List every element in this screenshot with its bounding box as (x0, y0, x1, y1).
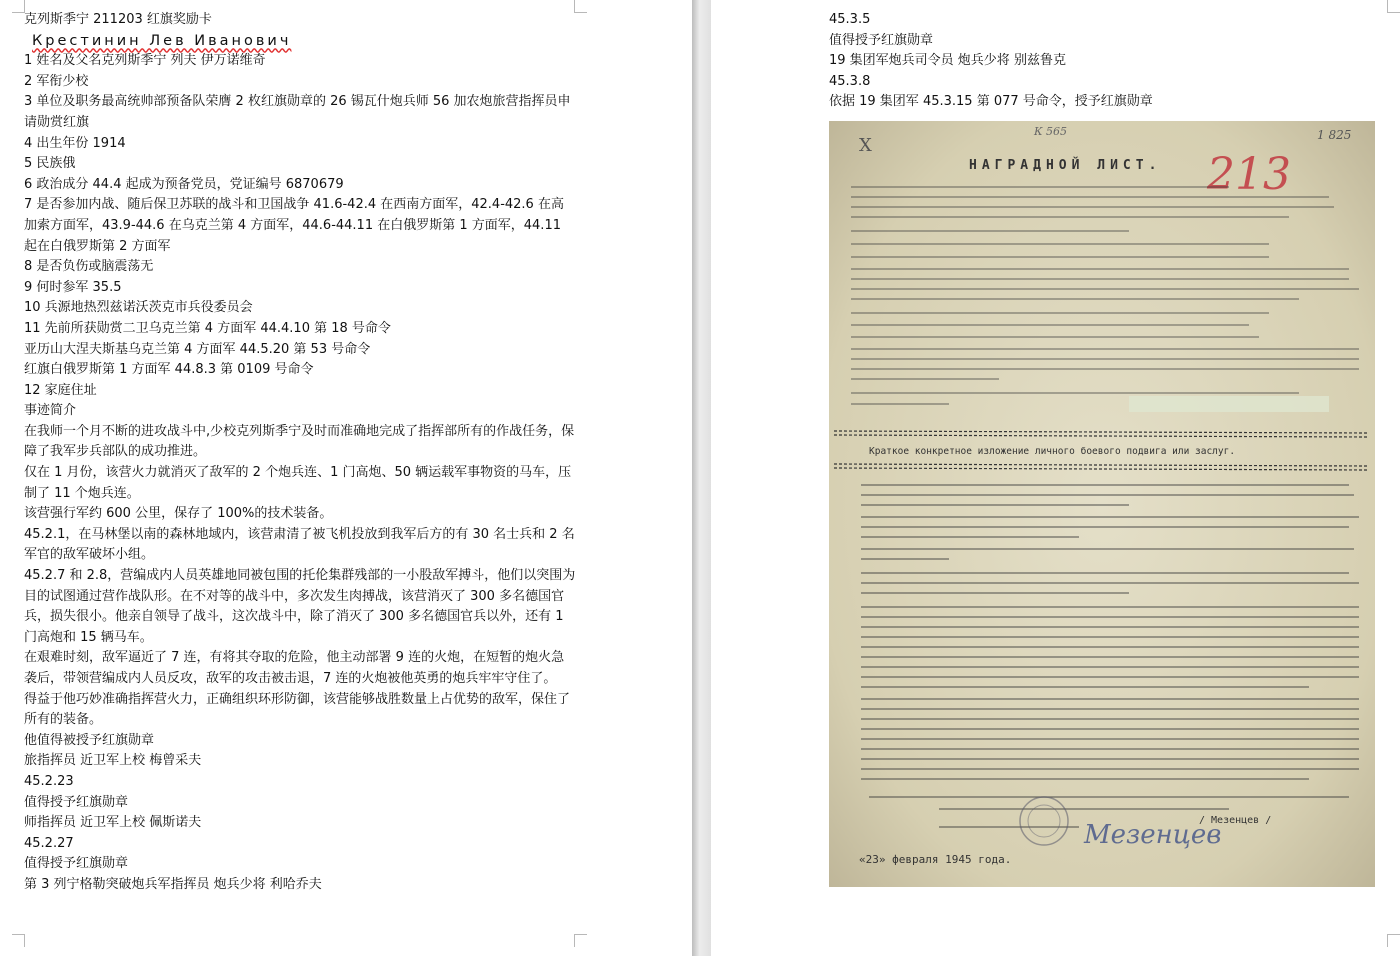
date-line: 45.2.23 (24, 773, 74, 789)
signatory-line: 第 3 列宁格勒突破炮兵军指挥员 炮兵少将 利哈乔夫 (24, 876, 322, 892)
page-gutter (692, 0, 711, 956)
scan-title: НАГРАДНОЙ ЛИСТ. (969, 158, 1162, 173)
scan-corner-note: К 565 (1034, 125, 1068, 138)
document-page-left (0, 0, 692, 956)
recommendation-line: 值得授予红旗勋章 (24, 856, 129, 872)
signatory-line: 旅指挥员 近卫军上校 梅曾采夫 (24, 753, 202, 769)
recommendation-line: 他值得被授予红旗勋章 (24, 732, 155, 748)
summary-paragraph: 在艰难时刻，敌军逼近了 7 连，有将其夺取的危险，他主动部署 9 连的火炮，在短暂的炮火急袭后，带领营编成内人员反攻，敌军的攻击被击退，7 连的火炮被他英勇的炮兵牢牢守住了。 (24, 650, 565, 686)
document-page-right (711, 0, 1400, 956)
summary-paragraph: 该营强行军约 600 公里，保存了 100%的技术装备。 (24, 506, 333, 522)
page-corner-mark (1387, 934, 1400, 947)
signatory-line: 19 集团军炮兵司令员 炮兵少将 别兹鲁克 (829, 53, 1066, 69)
date-line: 45.2.27 (24, 835, 74, 851)
recommendation-line: 值得授予红旗勋章 (24, 794, 129, 810)
field-9-enlisted: 9 何时参军 35.5 (24, 279, 122, 295)
page-corner-mark (12, 934, 25, 947)
field-10-origin: 10 兵源地热烈兹诺沃茨克市兵役委员会 (24, 300, 253, 316)
scan-mark-x: Х (859, 135, 872, 156)
field-7-service: 7 是否参加内战、随后保卫苏联的战斗和卫国战争 41.6-42.4 在西南方面军，42.4-42.6 在高加索方面军，43.9-44.6 在乌克兰第 4 方面军，44.6-44.11 在白俄罗斯第 1 方面军，44.11 起在白俄罗斯第 2 方面军 (24, 197, 564, 254)
award-line: 红旗白俄罗斯第 1 方面军 44.8.3 第 0109 号命令 (24, 362, 314, 378)
scan-corner-number: 1 825 (1317, 128, 1352, 142)
date-line: 45.3.8 (829, 73, 871, 89)
field-8-wounds: 8 是否负伤或脑震荡无 (24, 259, 154, 275)
field-5-ethnicity: 5 民族俄 (24, 156, 76, 172)
field-11-awards: 11 先前所获勋赏二卫乌克兰第 4 方面军 44.4.10 第 18 号命令 (24, 320, 391, 336)
summary-paragraph: 45.2.1，在马林堡以南的森林地域内，该营肃清了被飞机投放到我军后方的有 30 名士兵和 2 名军官的敌军破坏小组。 (24, 526, 575, 563)
summary-heading: 事迹简介 (24, 403, 77, 419)
page-corner-mark (1387, 0, 1400, 13)
summary-paragraph: 仅在 1 月份，该营火力就消灭了敌军的 2 个炮兵连、1 门高炮、50 辆运载军事物资的马车，压制了 11 个炮兵连。 (24, 465, 572, 501)
signatory-line: 师指挥员 近卫军上校 佩斯诺夫 (24, 815, 202, 831)
scan-blurred-field (1129, 396, 1329, 412)
page-corner-mark (574, 934, 587, 947)
award-sheet-scan[interactable] (829, 121, 1375, 887)
scan-date-line: «23» февраля 1945 года. (859, 853, 1012, 866)
award-line: 亚历山大涅夫斯基乌克兰第 4 方面军 44.5.20 第 53 号命令 (24, 341, 371, 357)
field-2-rank: 2 军衔少校 (24, 73, 89, 89)
summary-paragraph: 45.2.7 和 2.8，营编成内人员英雄地同被包围的托伦集群残部的一小股敌军搏斗，他们以突围为目的试图通过营作战队形。在不对等的战斗中，多次发生肉搏战，该营消灭了 300 多名德国官兵，损失很小。他亲自领导了战斗，这次战斗中，除了消灭了 300 多名德国官兵以外，还有 1 门高炮和 15 辆马车。 (24, 568, 576, 645)
scan-paper (829, 121, 1375, 887)
document-text-body[interactable] (24, 10, 576, 896)
date-line: 45.3.5 (829, 12, 871, 27)
summary-paragraph: 得益于他巧妙准确指挥营火力，正确组织环形防御，该营能够战胜数量上占优势的敌军，保住了所有的装备。 (24, 691, 571, 728)
scan-signature-name: / Мезенцев / (1199, 815, 1272, 826)
field-4-birth-year: 4 出生年份 1914 (24, 135, 126, 151)
summary-paragraph: 在我师一个月不断的进攻战斗中,少校克列斯季宁及时而准确地完成了指挥部所有的作战任务，保障了我军步兵部队的成功推进。 (24, 423, 575, 460)
award-card-title: 克列斯季宁 211203 红旗奖励卡 (24, 12, 212, 27)
field-6-party: 6 政治成分 44.4 起成为预备党员，党证编号 6870679 (24, 176, 344, 192)
field-3-unit: 3 单位及职务最高统帅部预备队荣膺 2 枚红旗勋章的 26 锡瓦什炮兵师 56 加农炮旅营指挥员申请勋赏红旗 (24, 94, 571, 130)
recommendation-line: 值得授予红旗勋章 (829, 32, 934, 48)
scan-signature-scrawl: Мезенцев (1084, 820, 1222, 850)
russian-name-line: Крестинин Лев Иванович (32, 32, 292, 49)
order-line: 依据 19 集团军 45.3.15 第 077 号命令，授予红旗勋章 (829, 94, 1153, 110)
red-handwritten-number: 213 (1207, 149, 1291, 200)
scan-section-heading: Краткое конкретное изложение личного боевого подвига или заслуг. (869, 446, 1236, 457)
document-text-body-right[interactable] (829, 10, 1369, 113)
field-1-name: 1 姓名及父名克列斯季宁 列夫 伊万诺维奇 (24, 53, 266, 69)
field-12-address: 12 家庭住址 (24, 382, 97, 398)
